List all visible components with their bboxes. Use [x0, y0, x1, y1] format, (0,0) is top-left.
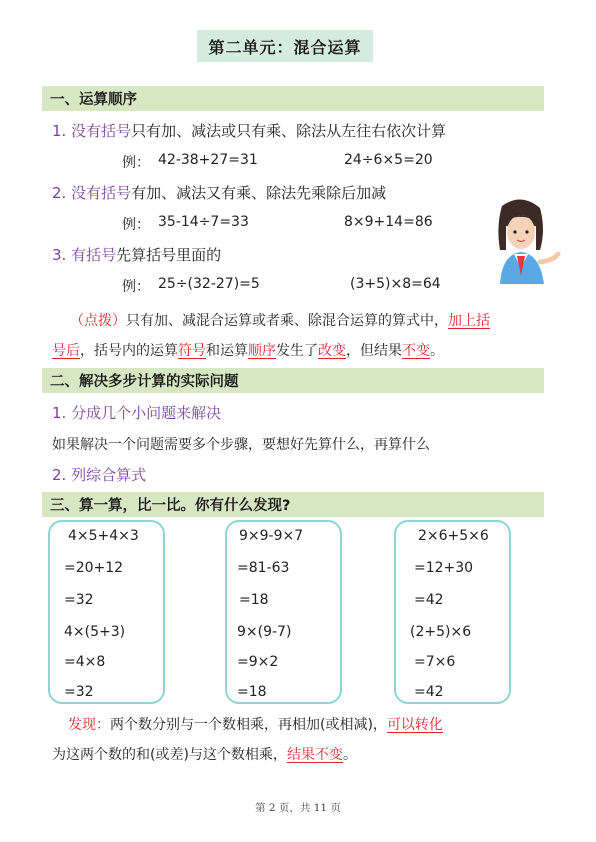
tip-highlight-2: 号后 [52, 343, 80, 359]
tip-highlight-6: 不变 [402, 343, 430, 359]
tip-label: （点拨） [70, 313, 126, 329]
calc-line: =18 [237, 684, 267, 700]
rule-2-example-a: 35-14÷7=33 [158, 214, 249, 230]
rule-2-text: 有加、减法又有乘、除法先乘除后加减 [131, 184, 387, 202]
problem-step-1-text: 如果解决一个问题需要多个步骤，要想好先算什么，再算什么 [52, 437, 430, 453]
calc-line: =7×6 [414, 654, 456, 670]
calc-line: 4×5+4×3 [68, 528, 139, 544]
calc-line: =4×8 [64, 654, 106, 670]
finding-text-2: 为这两个数的和(或差)与这个数相乘， [52, 747, 287, 763]
calc-line: =9×2 [237, 654, 279, 670]
girl-illustration [478, 196, 564, 286]
page-title: 第二单元：混合运算 [197, 30, 373, 62]
rule-3-number: 3. [52, 246, 67, 264]
rule-1 [52, 120, 446, 141]
tip-highlight-4: 顺序 [248, 343, 276, 359]
finding-line-1 [68, 714, 443, 734]
rule-1-text: 只有加、减法或只有乘、除法从左往右依次计算 [131, 122, 447, 140]
section-header-problems: 二、解决多步计算的实际问题 [42, 368, 544, 393]
finding-highlight-2: 结果不变 [286, 747, 343, 763]
rule-3-example-a: 25÷(32-27)=5 [158, 276, 260, 292]
calc-line: 4×(5+3) [64, 624, 126, 640]
rule-1-example-b: 24÷6×5=20 [344, 152, 433, 168]
calc-line: =12+30 [414, 560, 474, 576]
finding-text-1: 两个数分别与一个数相乘，再相加(或相减)， [110, 717, 387, 733]
rule-3-keyword: 有括号 [71, 246, 117, 264]
calc-line: (2+5)×6 [410, 624, 472, 640]
calc-line: =81-63 [237, 560, 290, 576]
calc-line: =18 [239, 592, 269, 608]
rule-1-example-a: 42-38+27=31 [158, 152, 258, 168]
rule-2-keyword: 没有括号 [71, 184, 132, 202]
tip-text-1: 只有加、减混合运算或者乘、除混合运算的算式中， [126, 313, 448, 329]
calc-line: 2×6+5×6 [418, 528, 489, 544]
rule-2-example-b: 8×9+14=86 [344, 214, 433, 230]
finding-line-2 [52, 744, 357, 764]
tip-highlight-1: 加上括 [448, 313, 490, 329]
tip-highlight-3: 符号 [178, 343, 206, 359]
calc-card-1 [48, 520, 165, 704]
finding-highlight-1: 可以转化 [386, 717, 443, 733]
calc-line: 9×(9-7) [237, 624, 292, 640]
rule-2-example-label: 例： [122, 217, 150, 233]
calc-card-2 [225, 520, 342, 704]
problem-step-2: 2. 列综合算式 [52, 466, 147, 484]
section-header-compare: 三、算一算，比一比。你有什么发现? [42, 492, 544, 517]
rule-3-example-label: 例： [122, 279, 150, 295]
calc-line: =20+12 [64, 560, 124, 576]
calc-line: =42 [414, 684, 444, 700]
tip-text-6: 。 [430, 343, 444, 359]
tip-text-3: 和运算 [206, 343, 248, 359]
rule-1-number: 1. [52, 122, 67, 140]
calc-card-3 [394, 520, 511, 704]
tip-line-1 [70, 310, 490, 330]
calc-line: =42 [414, 592, 444, 608]
calc-line: =32 [64, 592, 94, 608]
calc-line: =32 [64, 684, 94, 700]
rule-1-keyword: 没有括号 [71, 122, 132, 140]
section-header-order: 一、运算顺序 [42, 86, 544, 111]
problem-step-1: 1. 分成几个小问题来解决 [52, 404, 222, 422]
finding-text-3: 。 [342, 747, 357, 763]
tip-text-2: ，括号内的运算 [80, 343, 178, 359]
rule-2 [52, 182, 386, 203]
rule-1-example-label: 例： [122, 155, 150, 171]
page-footer: 第 2 页，共 11 页 [255, 802, 341, 814]
calc-line: 9×9-9×7 [239, 528, 304, 544]
tip-text-4: 发生了 [276, 343, 318, 359]
finding-label: 发现： [68, 717, 110, 733]
tip-highlight-5: 改变 [318, 343, 346, 359]
tip-text-5: ，但结果 [346, 343, 402, 359]
tip-line-2 [52, 340, 444, 360]
rule-3-text: 先算括号里面的 [116, 246, 222, 264]
rule-3-example-b: (3+5)×8=64 [350, 276, 441, 292]
rule-2-number: 2. [52, 184, 67, 202]
rule-3 [52, 244, 221, 265]
